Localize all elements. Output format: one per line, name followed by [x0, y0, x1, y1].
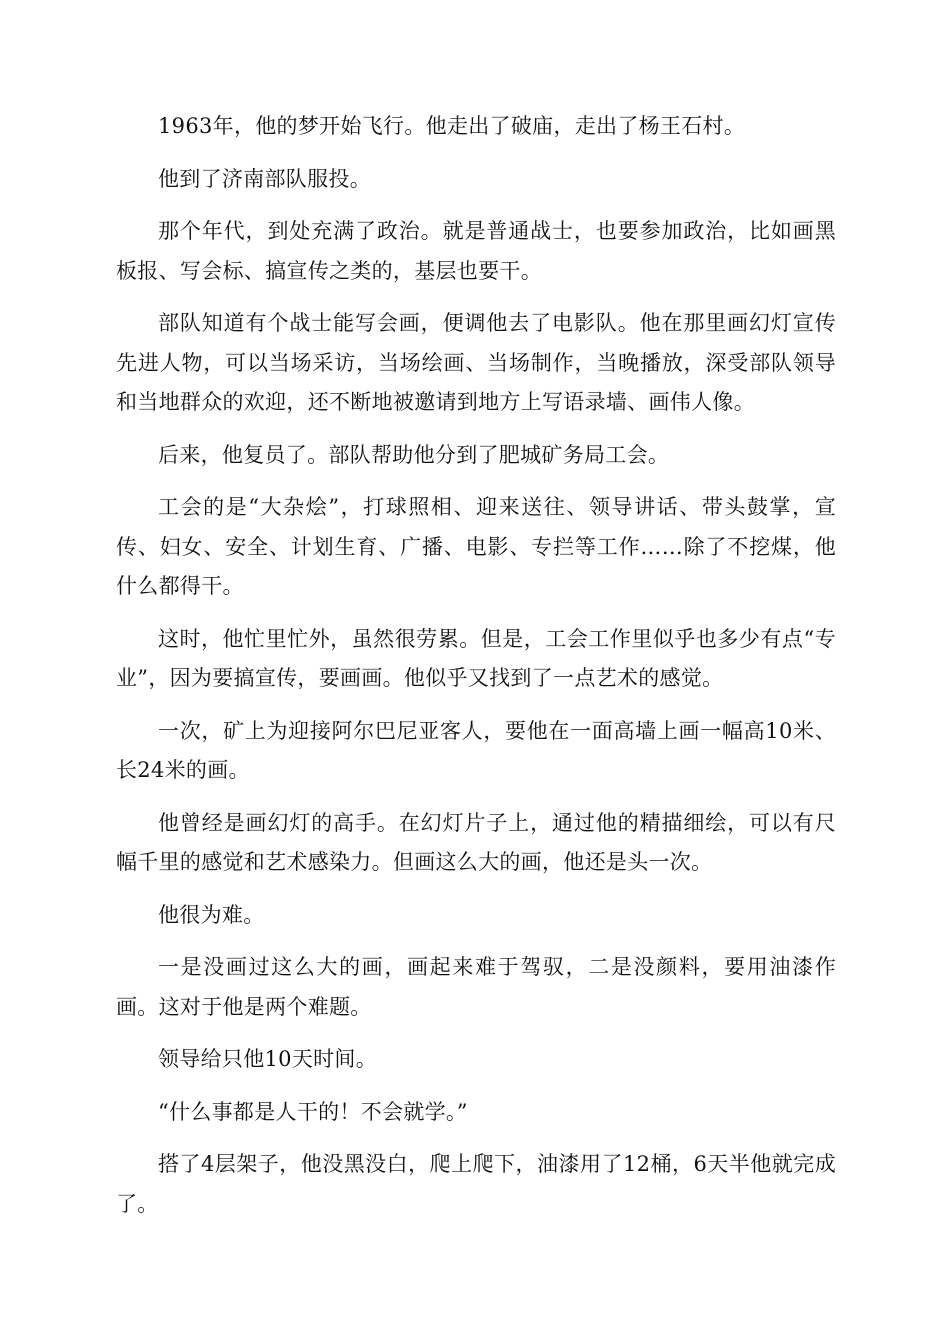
paragraph: 领导给只他10天时间。 — [158, 1047, 378, 1071]
paragraph: 他到了济南部队服投。 — [158, 166, 371, 191]
paragraph: 搭了4层架子，他没黑没白，爬上爬下，油漆用了12桶，6天半他就完成了。 — [116, 1152, 836, 1216]
paragraph: 他曾经是画幻灯的高手。在幻灯片子上，通过他的精描细绘，可以有尺幅千里的感觉和艺术感染力。但画这么大的画，他还是头一次。 — [116, 810, 836, 874]
paragraph: 1963年，他的梦开始飞行。他走出了破庙，走出了杨王石村。 — [158, 114, 746, 138]
paragraph: 他很为难。 — [158, 902, 265, 927]
paragraph: 那个年代，到处充满了政治。就是普通战士，也要参加政治，比如画黑板报、写会标、搞宣传之类的，基层也要干。 — [116, 219, 836, 283]
paragraph: 工会的是“大杂烩”，打球照相、迎来送往、领导讲话、带头鼓掌，宣传、妇女、安全、计划生育、广播、电影、专拦等工作……除了不挖煤，他什么都得干。 — [116, 495, 836, 598]
paragraph: 一次，矿上为迎接阿尔巴尼亚客人，要他在一面高墙上画一幅高10米、长24米的画。 — [116, 718, 836, 782]
paragraph: 一是没画过这么大的画，画起来难于驾驭，二是没颜料，要用油漆作画。这对于他是两个难题。 — [116, 955, 836, 1019]
paragraph: 后来，他复员了。部队帮助他分到了肥城矿务局工会。 — [158, 442, 670, 467]
paragraph: 这时，他忙里忙外，虽然很劳累。但是，工会工作里似乎也多少有点“专业”，因为要搞宣传，要画画。他似乎又找到了一点艺术的感觉。 — [116, 626, 836, 690]
paragraph: “什么事都是人干的！不会就学。” — [158, 1099, 468, 1124]
document-body — [116, 107, 836, 1237]
paragraph: 部队知道有个战士能写会画，便调他去了电影队。他在那里画幻灯宣传先进人物，可以当场采访，当场绘画、当场制作，当晚播放，深受部队领导和当地群众的欢迎，还不断地被邀请到地方上写语录墙、画伟人像。 — [116, 311, 836, 414]
